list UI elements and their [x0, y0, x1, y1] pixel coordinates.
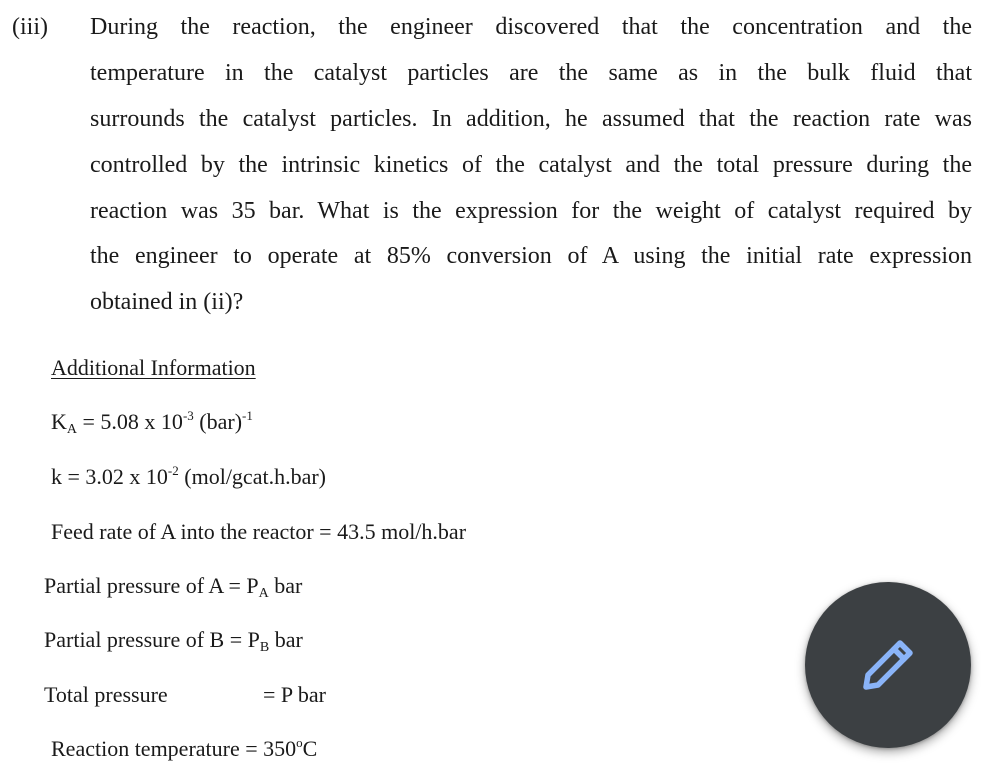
partial-pressure-a: Partial pressure of $A = P_A$ bar [44, 573, 303, 601]
question-line-1: During the reaction, the engineer discovered that the concentration and the [90, 14, 972, 40]
total-pressure-label: Total pressure [44, 682, 168, 707]
feed-rate: Feed rate of A into the reactor = 43.5 mol/h.bar [51, 519, 467, 544]
total-pressure-value: = P bar [263, 682, 326, 707]
pencil-icon [856, 633, 920, 697]
question-line-2: temperature in the catalyst particles are the same as in the bulk fluid that [90, 60, 972, 86]
question-line-3: surrounds the catalyst particles. In addition, he assumed that the reaction rate was [90, 106, 972, 132]
reaction-temperature: Reaction temperature = $350^oC$ [51, 735, 318, 761]
question-line-5: reaction was 35 bar. What is the expression for the weight of catalyst required by [90, 198, 972, 224]
k-value: k = 3.02 x $10^{-2}$ (mol/gcat.h.bar) [51, 463, 326, 489]
question-line-4: controlled by the intrinsic kinetics of the catalyst and the total pressure during the [90, 152, 972, 178]
ka-value: $K_A = 5.08$ x $10^{-3}$ (bar)$^{-1}$ [51, 408, 253, 437]
question-line-6: the engineer to operate at 85% conversion of A using the initial rate expression [90, 243, 972, 269]
additional-info-heading: Additional Information [51, 355, 256, 380]
question-number: (iii) [12, 14, 48, 40]
partial-pressure-b: Partial pressure of $B = P_B$ bar [44, 627, 303, 655]
edit-fab-button[interactable] [805, 582, 971, 748]
question-line-7: obtained in (ii)? [90, 289, 244, 315]
